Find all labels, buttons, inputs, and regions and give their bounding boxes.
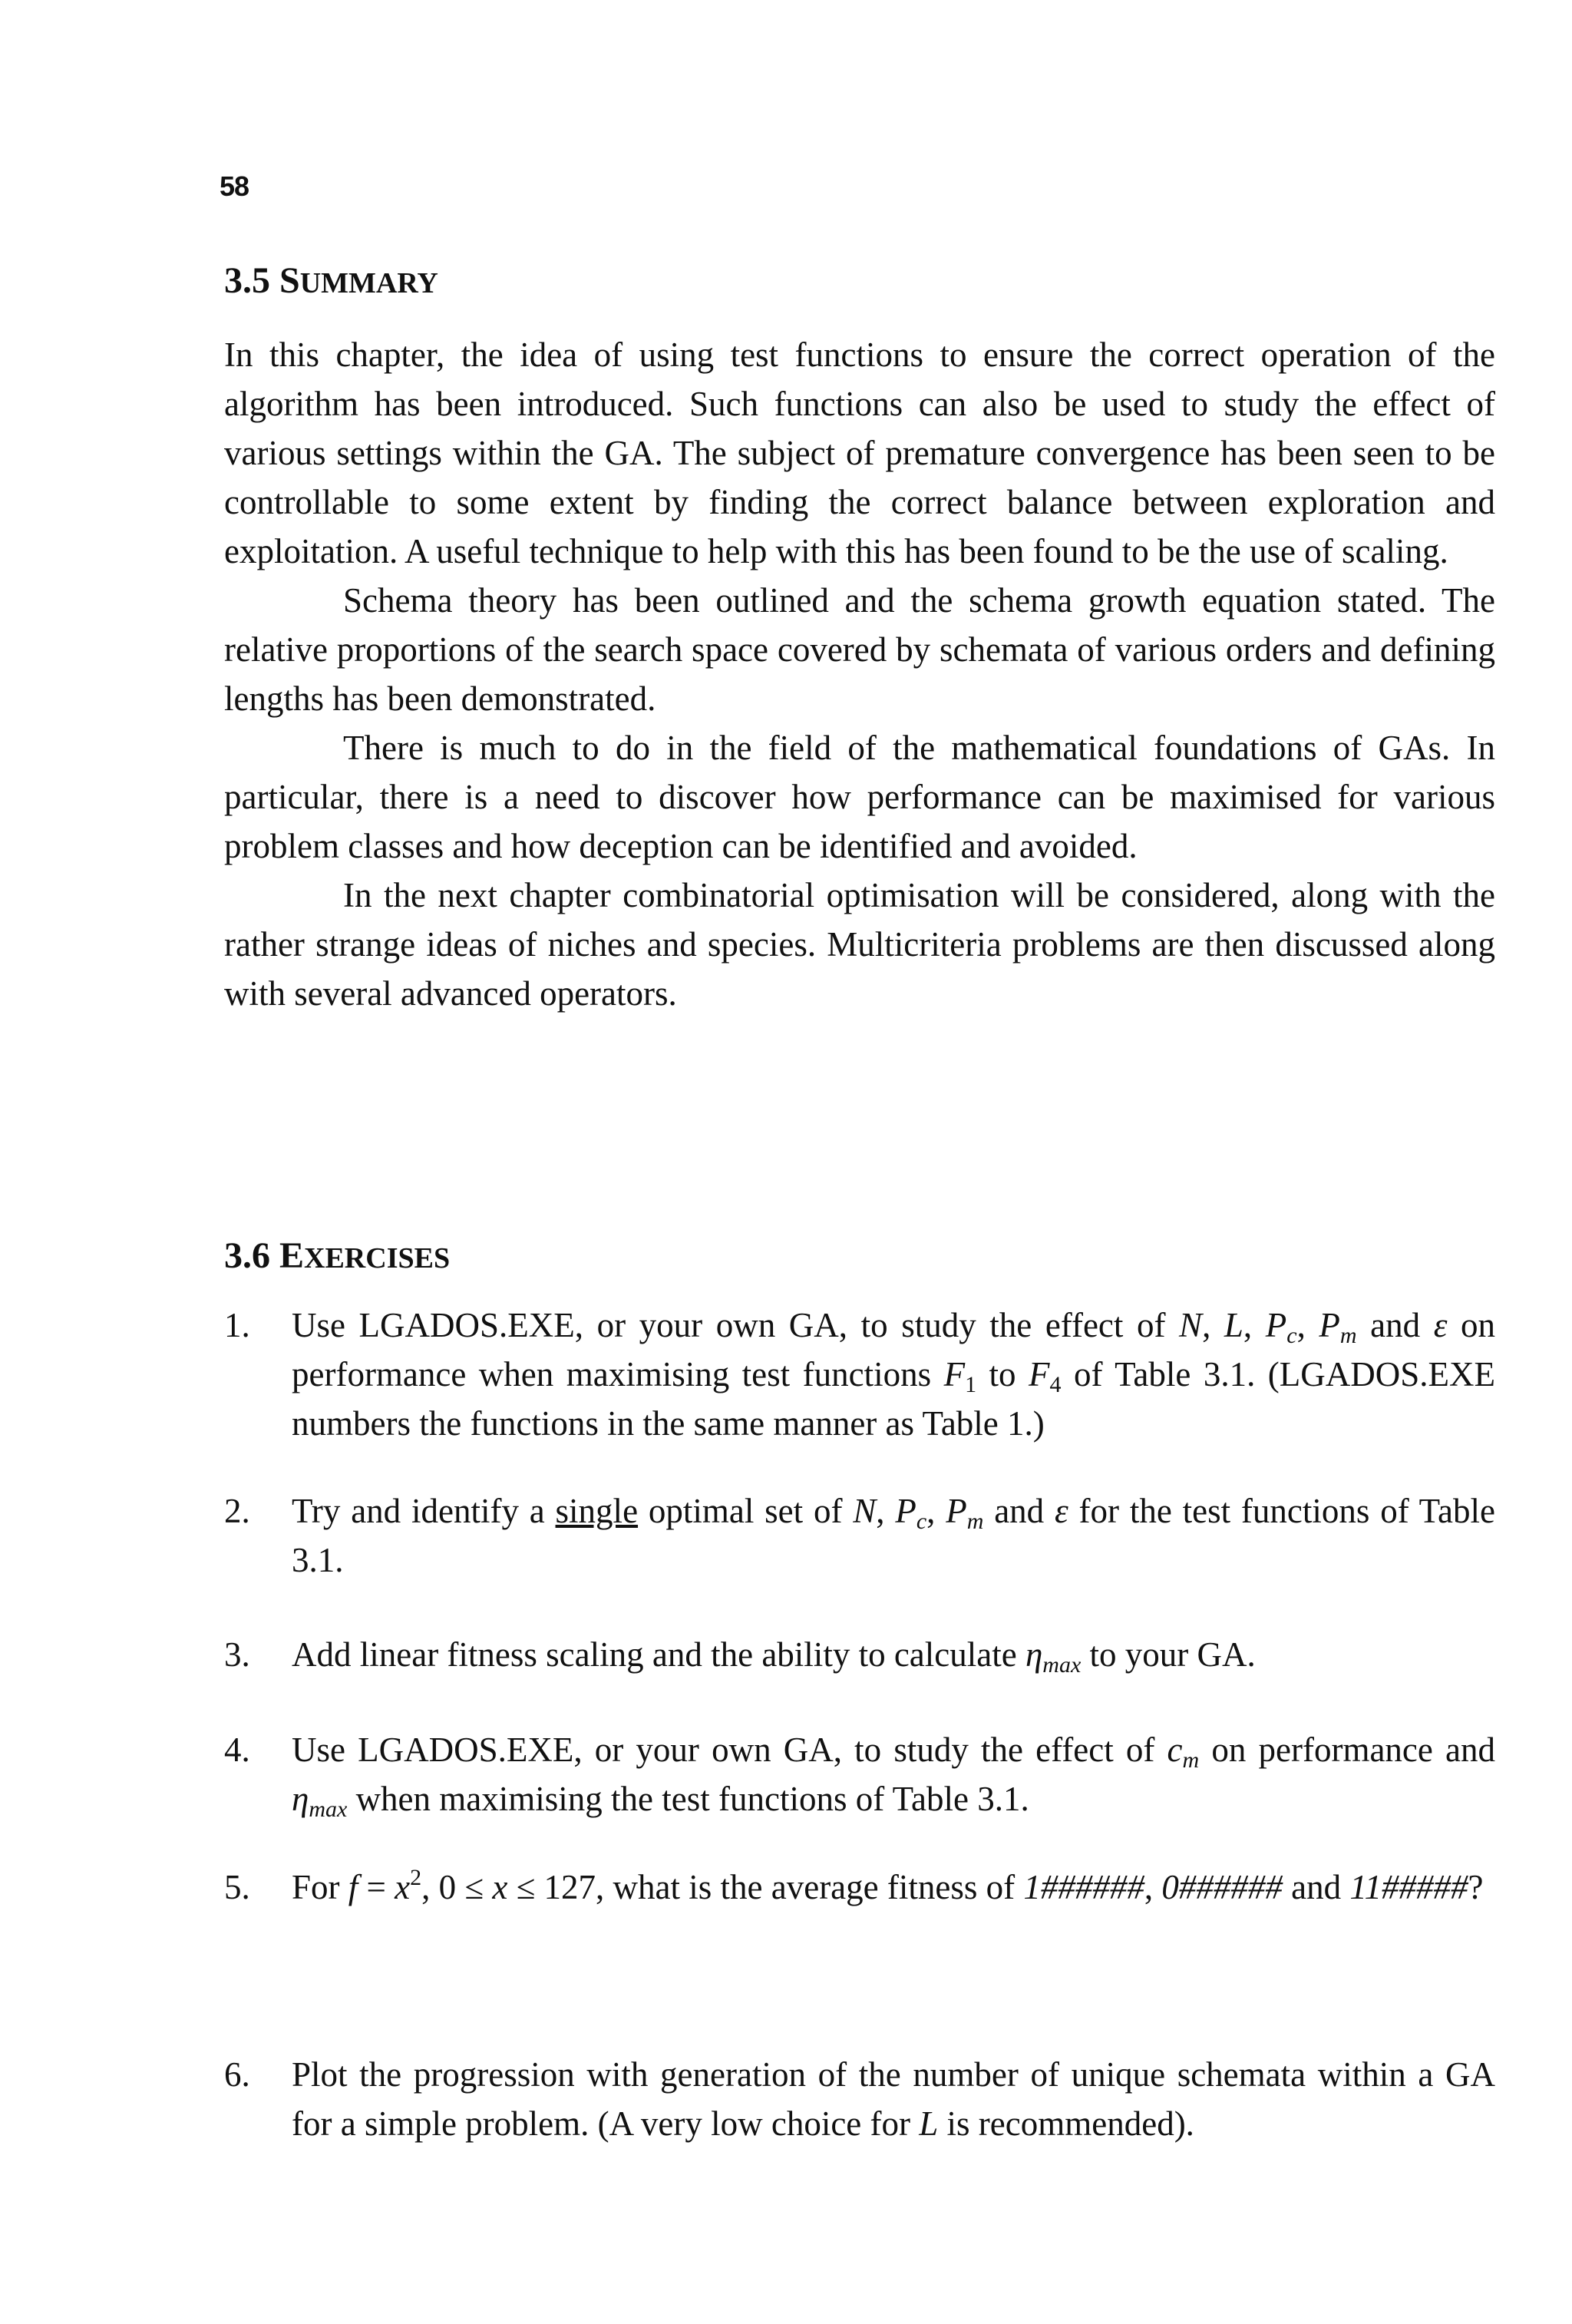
summary-paragraph-4: In the next chapter combinatorial optimisation will be considered, along with the rather strange ideas of niches and species. Multicriteria problems are then discussed along with several advanced operators. <box>224 876 1495 1013</box>
exercise-text: Add linear fitness scaling and the ability to calculate $\eta_{max}$ to your GA. <box>292 1635 1256 1678</box>
summary-heading <box>224 258 438 306</box>
summary-section <box>224 330 1495 1018</box>
summary-heading-initial: S <box>279 260 300 301</box>
exercises-heading <box>224 1233 450 1281</box>
summary-heading-number: 3.5 <box>224 260 270 301</box>
exercise-number: 3. <box>224 1635 250 1674</box>
exercise-number: 4. <box>224 1731 250 1769</box>
exercise-item-3 <box>224 1630 1495 1679</box>
exercise-number: 6. <box>224 2055 250 2094</box>
summary-paragraph-2: Schema theory has been outlined and the schema growth equation stated. The relative proportions of the search space covered by schemata of various orders and defining lengths has been demonstrated. <box>224 581 1495 718</box>
exercise-number: 1. <box>224 1306 250 1344</box>
exercise-text: Try and identify a single optimal set of N, $P_c$, $P_m$ and ε for the test functions of Table 3.1. <box>292 1492 1495 1579</box>
exercises-heading-number: 3.6 <box>224 1235 270 1276</box>
exercises-heading-rest: XERCISES <box>304 1242 451 1274</box>
exercise-number: 5. <box>224 1868 250 1906</box>
exercises-heading-initial: E <box>279 1235 305 1276</box>
exercise-number: 2. <box>224 1492 250 1530</box>
exercise-text: Use LGADOS.EXE, or your own GA, to study the effect of N, L, $P_c$, $P_m$ and ε on performance when maximising test functions $F_1$ to $F_4$ of Table 3.1. (LGADOS.EXE numbers the functions in the same manner as Table 1.) <box>292 1306 1496 1443</box>
exercise-item-6 <box>224 2050 1495 2148</box>
exercise-item-1 <box>224 1301 1495 1448</box>
exercise-text: Use LGADOS.EXE, or your own GA, to study the effect of $c_m$ on performance and $\eta_{max}$ when maximising the test functions of Table 3.1. <box>292 1731 1496 1822</box>
exercise-item-5 <box>224 1863 1495 1912</box>
exercise-text: For $f = x^2$, 0 ≤ x ≤ 127, what is the average fitness of 1######, 0###### and 11#####? <box>292 1865 1484 1906</box>
page-number: 58 <box>220 170 249 202</box>
exercise-item-4 <box>224 1725 1495 1823</box>
summary-paragraph-1: In this chapter, the idea of using test functions to ensure the correct operation of the algorithm has been introduced. Such functions can also be used to study the effect of various settings within the GA. The subject of premature convergence has been seen to be controllable to some extent by finding the correct balance between exploration and exploitation. A useful technique to help with this has been found to be the use of scaling. <box>224 336 1495 570</box>
summary-paragraph-3: There is much to do in the field of the mathematical foundations of GAs. In particular, there is a need to discover how performance can be maximised for various problem classes and how deception can be identified and avoided. <box>224 729 1495 865</box>
summary-heading-rest: UMMARY <box>299 267 438 299</box>
exercise-item-2 <box>224 1486 1495 1585</box>
exercise-text: Plot the progression with generation of the number of unique schemata within a GA for a simple problem. (A very low choice for L is recommended). <box>292 2055 1495 2143</box>
